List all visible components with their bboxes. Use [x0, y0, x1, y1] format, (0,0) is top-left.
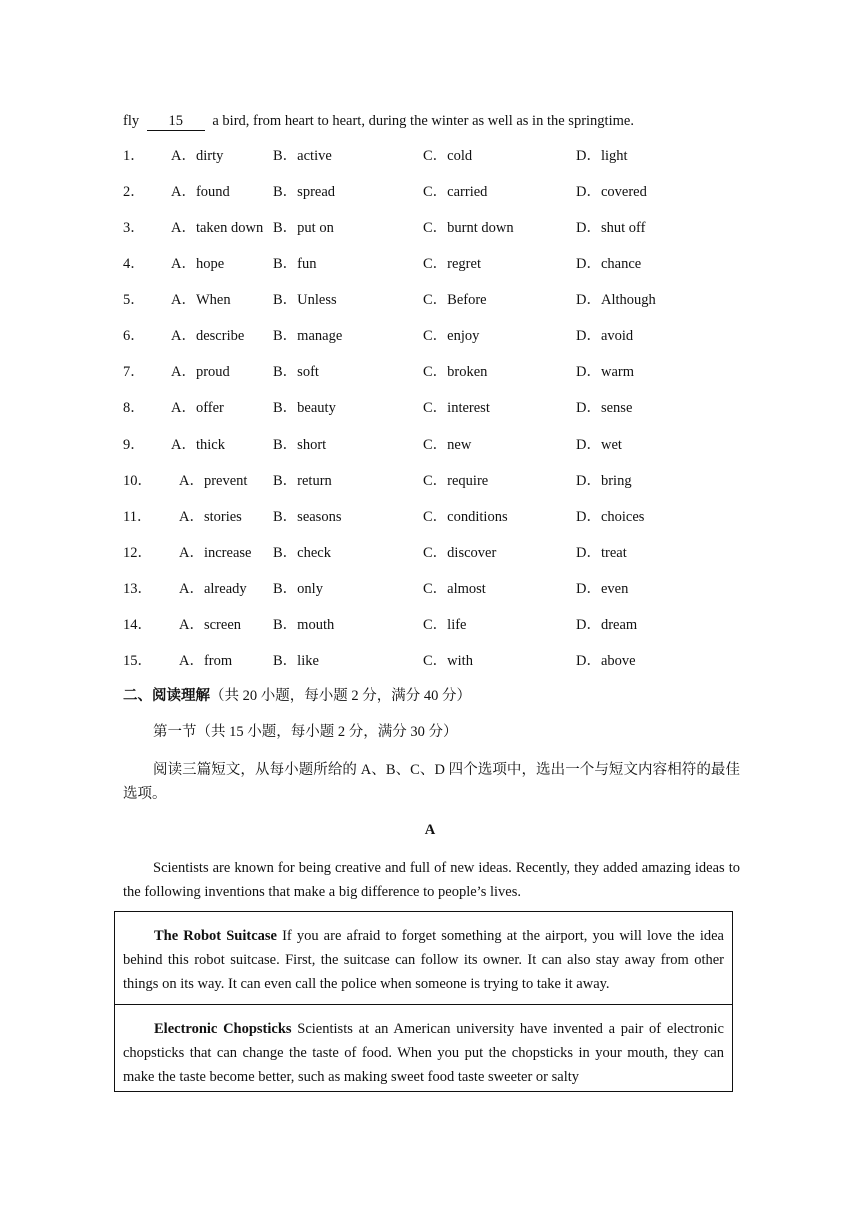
option-d: D．avoid: [576, 328, 634, 345]
question-number: 8．: [123, 400, 145, 417]
option-c: C．broken: [423, 364, 488, 381]
option-a: A．stories: [179, 508, 242, 525]
question-row: [123, 254, 743, 274]
option-a: A．describe: [171, 328, 245, 345]
option-c: C．burnt down: [423, 220, 514, 237]
option-d: D．bring: [576, 472, 632, 489]
option-b: B．manage: [273, 328, 343, 345]
question-row: [123, 326, 743, 346]
option-d: D．dream: [576, 616, 638, 633]
question-row: [123, 290, 743, 310]
question-number: 6．: [123, 328, 145, 345]
option-d: D．sense: [576, 400, 633, 417]
passage-intro: Scientists are known for being creative and full of new ideas. Recently, they added amazing ideas to the following inventions that make a big difference to people’s lives.: [123, 860, 740, 900]
question-row: [123, 579, 743, 599]
option-c: C．almost: [423, 580, 486, 597]
option-c: C．interest: [423, 400, 490, 417]
option-b: B．short: [273, 436, 327, 453]
blank-15: 15: [147, 113, 205, 131]
question-number: 15．: [123, 652, 152, 669]
option-c: C．cold: [423, 148, 473, 164]
question-row: [123, 471, 743, 491]
question-number: 10．: [123, 472, 152, 489]
question-row: [123, 651, 743, 671]
option-b: B．only: [273, 580, 323, 597]
option-d: D．Although: [576, 292, 656, 309]
section-note: （共 20 小题，每小题 2 分，满分 40 分）: [210, 688, 471, 704]
question-row: [123, 182, 743, 202]
option-b: B．mouth: [273, 616, 335, 633]
option-d: D．above: [576, 652, 636, 669]
option-b: B．fun: [273, 256, 317, 273]
option-a: A．already: [179, 580, 247, 597]
option-a: A．screen: [179, 616, 242, 633]
option-c: C．enjoy: [423, 328, 480, 345]
option-d: D．covered: [576, 184, 647, 201]
option-d: D．treat: [576, 544, 627, 561]
option-b: B．spread: [273, 184, 336, 201]
option-a: A．offer: [171, 400, 224, 417]
question-row: [123, 507, 743, 527]
invention-name: Electronic Chopsticks: [154, 1021, 292, 1037]
option-c: C．discover: [423, 544, 497, 561]
question-number: 13．: [123, 580, 152, 597]
option-a: A．taken down: [171, 220, 264, 237]
question-number: 11．: [123, 508, 152, 525]
option-b: B．seasons: [273, 508, 342, 525]
question-row: [123, 146, 743, 166]
inventions-table: [114, 911, 733, 1092]
question-number: 1．: [123, 148, 145, 164]
passage-title: A: [424, 822, 436, 838]
option-c: C．Before: [423, 292, 487, 309]
option-a: A．increase: [179, 544, 252, 561]
option-b: B．return: [273, 472, 332, 489]
option-a: A．prevent: [179, 472, 248, 489]
option-d: D．even: [576, 580, 629, 597]
option-b: B．check: [273, 544, 331, 561]
option-d: D．light: [576, 148, 628, 164]
option-d: D．chance: [576, 256, 642, 273]
invention-robot-suitcase: [115, 912, 732, 1005]
invention-text: Scientists at an American university have invented a pair of electronic chopsticks that can change the taste of food. When you put the chopsticks in your mouth, they can make the taste become better, such as making sweet food taste sweeter or salty: [123, 1021, 724, 1085]
option-c: C．carried: [423, 184, 488, 201]
option-b: B．Unless: [273, 292, 337, 309]
question-row: [123, 615, 743, 635]
option-d: D．choices: [576, 508, 645, 525]
question-number: 2．: [123, 184, 145, 201]
intro-line: [123, 111, 634, 131]
option-a: A．proud: [171, 364, 230, 381]
option-b: B．put on: [273, 220, 334, 237]
instruction-paragraph: 阅读三篇短文，从每小题所给的 A、B、C、D 四个选项中，选出一个与短文内容相符的最佳选项。: [123, 762, 740, 802]
option-d: D．shut off: [576, 220, 646, 237]
question-row: [123, 435, 743, 455]
option-a: A．When: [171, 292, 231, 309]
question-number: 14．: [123, 616, 152, 633]
option-c: C．new: [423, 436, 472, 453]
option-d: D．warm: [576, 364, 634, 381]
option-b: B．beauty: [273, 400, 336, 417]
option-a: A．dirty: [171, 148, 224, 164]
option-c: C．with: [423, 652, 473, 669]
invention-electronic-chopsticks: [115, 1005, 732, 1091]
option-c: C．life: [423, 616, 467, 633]
intro-after: a bird, from heart to heart, during the winter as well as in the springtime.: [212, 113, 634, 129]
question-row: [123, 543, 743, 563]
option-c: C．regret: [423, 256, 481, 273]
question-row: [123, 398, 743, 418]
option-a: A．hope: [171, 256, 225, 273]
section-title: 二、阅读理解: [123, 688, 210, 704]
option-d: D．wet: [576, 436, 622, 453]
question-row: [123, 362, 743, 382]
option-a: A．found: [171, 184, 230, 201]
option-b: B．active: [273, 148, 332, 164]
section-heading: [123, 686, 471, 706]
option-a: A．from: [179, 652, 233, 669]
intro-before: fly: [123, 113, 140, 129]
question-number: 5．: [123, 292, 145, 309]
option-c: C．require: [423, 472, 489, 489]
invention-text: If you are afraid to forget something at the airport, you will love the idea behind this robot suitcase. First, the suitcase can follow its owner. It can also stay away from other things on its way. It can even call the police when someone is trying to take it away.: [123, 928, 724, 992]
option-b: B．like: [273, 652, 319, 669]
option-b: B．soft: [273, 364, 319, 381]
part-one-heading: 第一节（共 15 小题，每小题 2 分，满分 30 分）: [153, 724, 458, 740]
question-number: 3．: [123, 220, 145, 237]
question-number: 12．: [123, 544, 152, 561]
question-number: 4．: [123, 256, 145, 273]
question-number: 7．: [123, 364, 145, 381]
question-row: [123, 218, 743, 238]
option-c: C．conditions: [423, 508, 508, 525]
invention-name: The Robot Suitcase: [154, 928, 277, 944]
option-a: A．thick: [171, 436, 225, 453]
question-number: 9．: [123, 436, 145, 453]
